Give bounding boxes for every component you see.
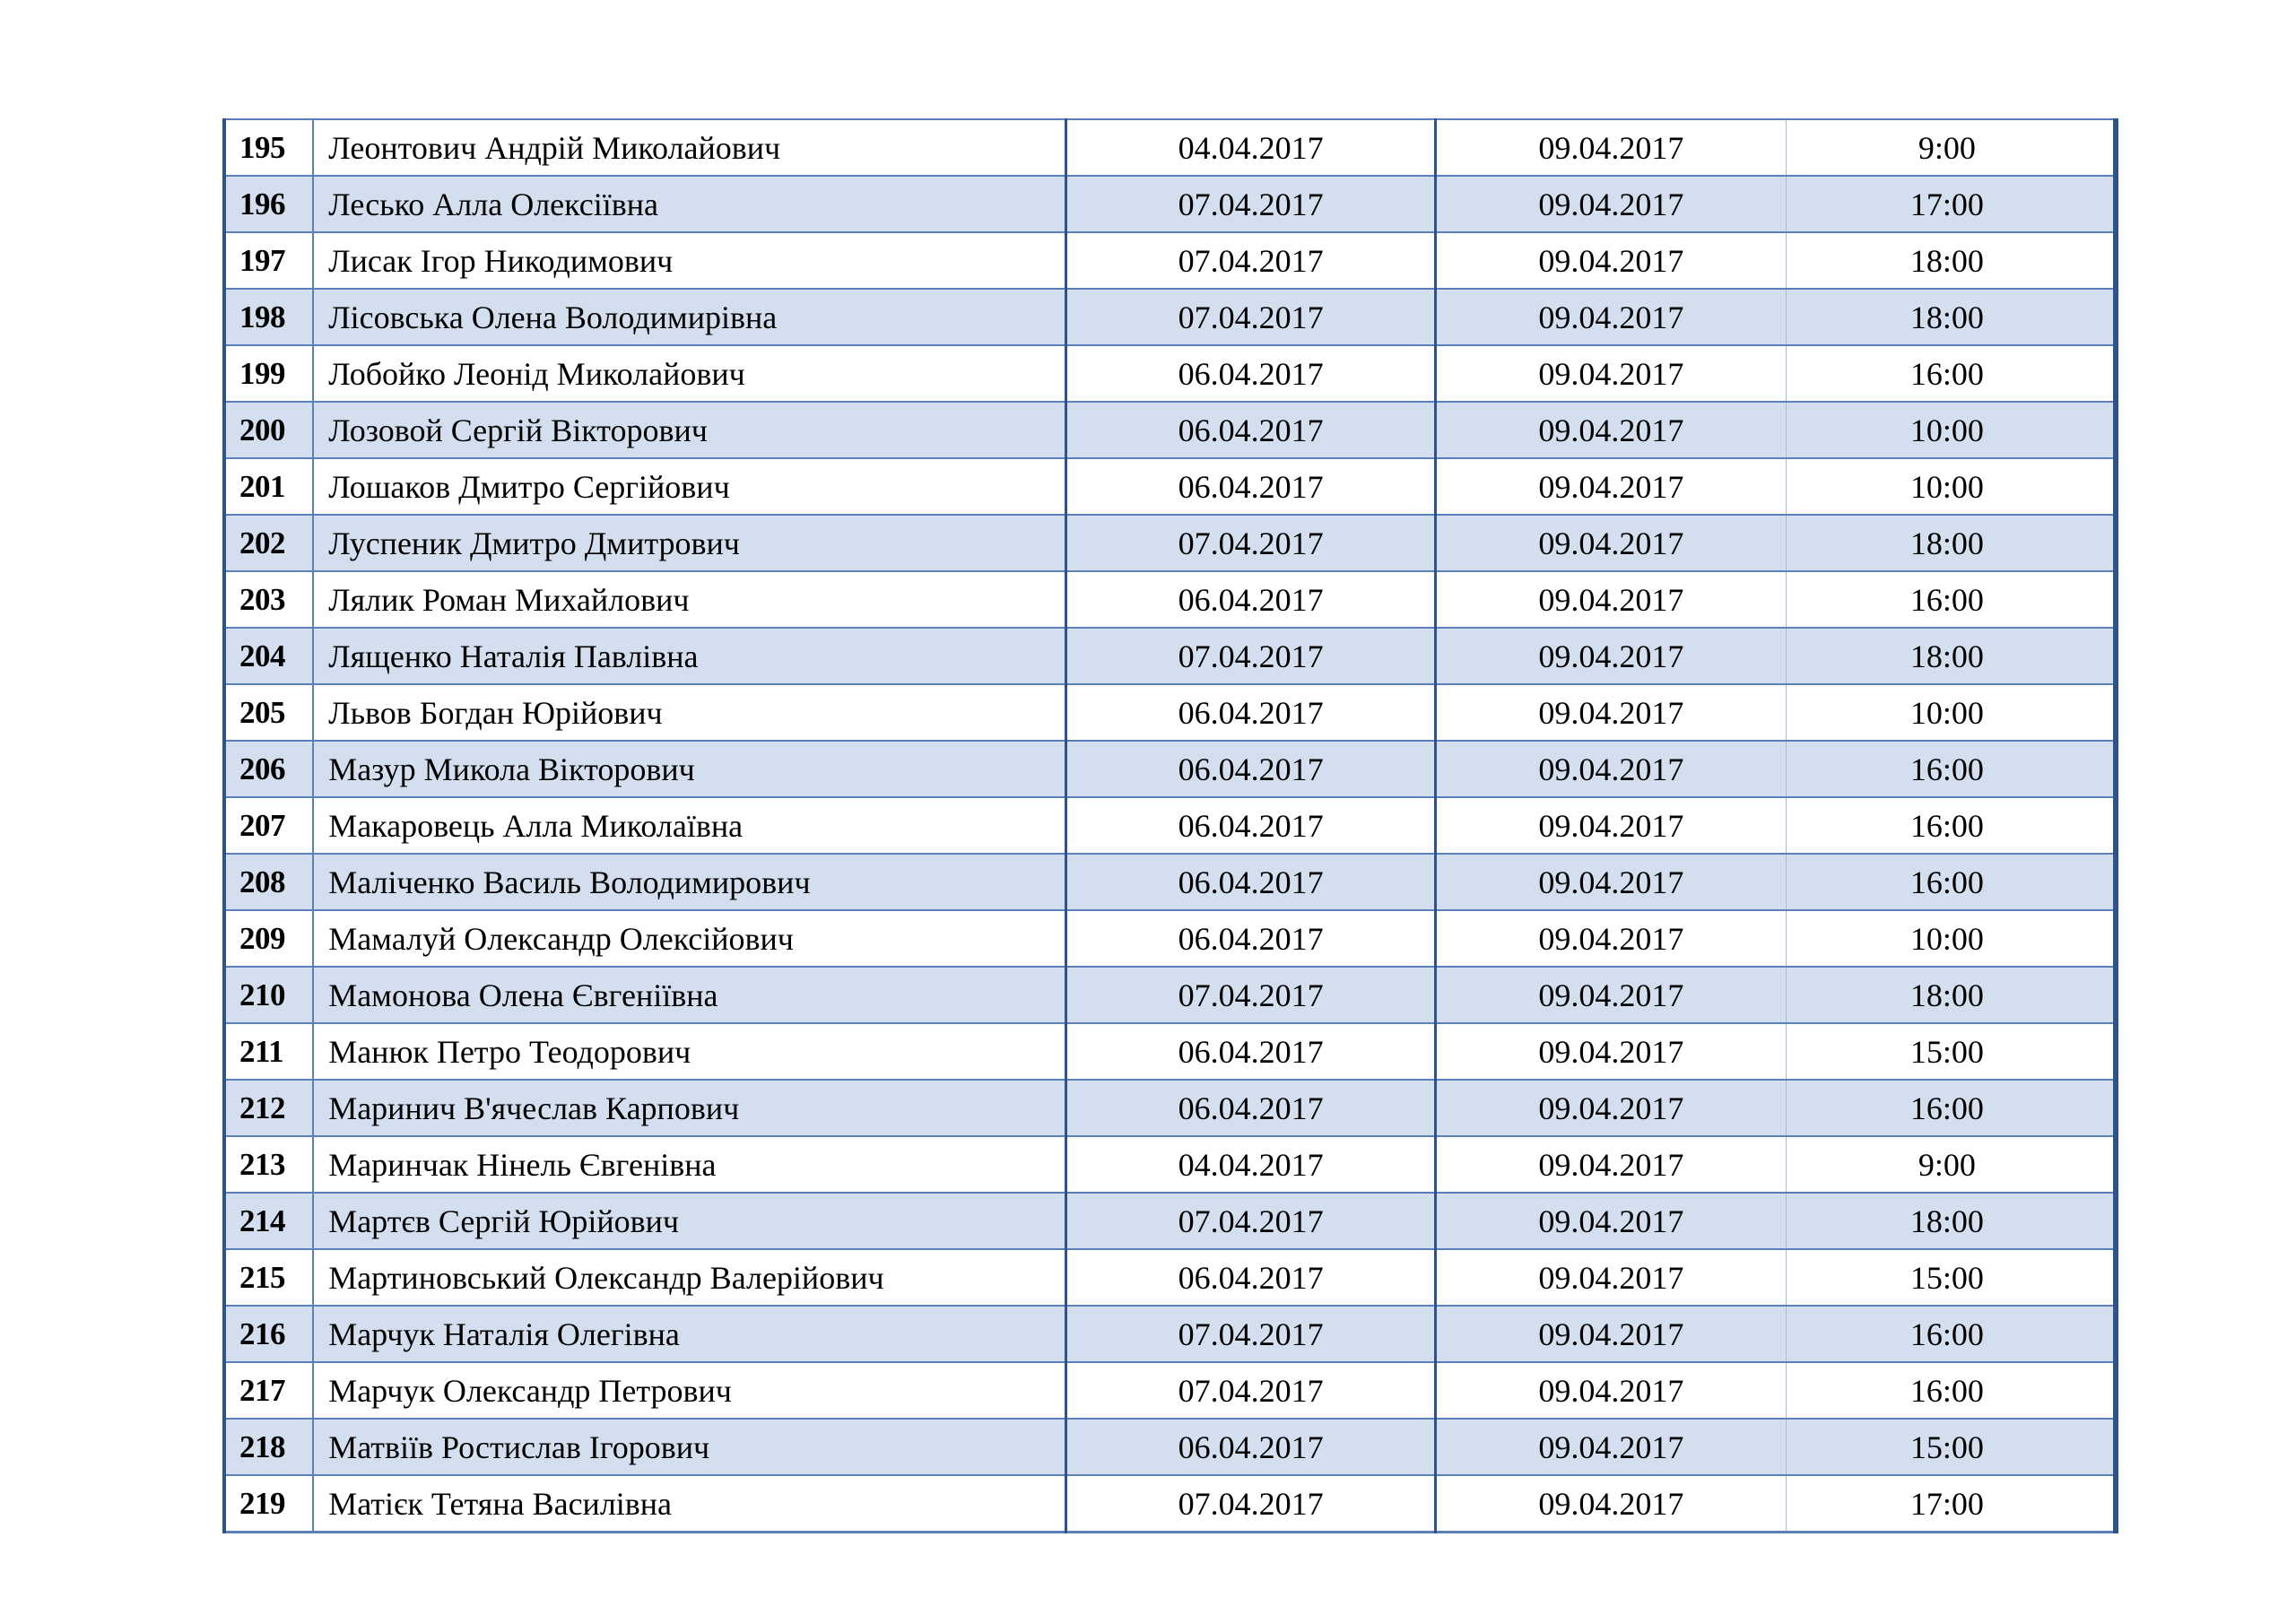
table-row [224, 289, 2116, 345]
submission-date: 06.04.2017 [1066, 402, 1436, 458]
person-name: Матвіїв Ростислав Ігорович [313, 1419, 1066, 1475]
table-row [224, 684, 2116, 741]
person-name: Марчук Олександр Петрович [313, 1362, 1066, 1419]
person-name: Макаровець Алла Миколаївна [313, 797, 1066, 854]
person-name: Лященко Наталія Павлівна [313, 628, 1066, 684]
person-name: Маринич В'ячеслав Карпович [313, 1080, 1066, 1136]
submission-date: 06.04.2017 [1066, 1419, 1436, 1475]
event-date: 09.04.2017 [1436, 1249, 1787, 1306]
table-row [224, 628, 2116, 684]
table-row [224, 515, 2116, 571]
table-row [224, 797, 2116, 854]
person-name: Луспеник Дмитро Дмитрович [313, 515, 1066, 571]
time-value: 16:00 [1786, 854, 2116, 910]
table-row [224, 458, 2116, 515]
event-date: 09.04.2017 [1436, 458, 1787, 515]
event-date: 09.04.2017 [1436, 1419, 1787, 1475]
submission-date: 06.04.2017 [1066, 797, 1436, 854]
row-number: 209 [224, 910, 313, 967]
person-name: Лобойко Леонід Миколайович [313, 345, 1066, 402]
submission-date: 07.04.2017 [1066, 967, 1436, 1023]
submission-date: 07.04.2017 [1066, 289, 1436, 345]
document-table [222, 118, 2118, 1533]
event-date: 09.04.2017 [1436, 1023, 1787, 1080]
submission-date: 07.04.2017 [1066, 515, 1436, 571]
event-date: 09.04.2017 [1436, 1306, 1787, 1362]
row-number: 214 [224, 1193, 313, 1249]
submission-date: 04.04.2017 [1066, 119, 1436, 176]
person-name: Львов Богдан Юрійович [313, 684, 1066, 741]
table-row [224, 854, 2116, 910]
time-value: 18:00 [1786, 289, 2116, 345]
person-name: Манюк Петро Теодорович [313, 1023, 1066, 1080]
submission-date: 06.04.2017 [1066, 458, 1436, 515]
time-value: 9:00 [1786, 119, 2116, 176]
time-value: 9:00 [1786, 1136, 2116, 1193]
person-name: Лисак Ігор Никодимович [313, 232, 1066, 289]
time-value: 10:00 [1786, 458, 2116, 515]
row-number: 195 [224, 119, 313, 176]
person-name: Матієк Тетяна Василівна [313, 1475, 1066, 1533]
time-value: 15:00 [1786, 1419, 2116, 1475]
table-row [224, 1362, 2116, 1419]
table-row [224, 232, 2116, 289]
row-number: 213 [224, 1136, 313, 1193]
submission-date: 07.04.2017 [1066, 1475, 1436, 1533]
event-date: 09.04.2017 [1436, 910, 1787, 967]
time-value: 16:00 [1786, 797, 2116, 854]
row-number: 210 [224, 967, 313, 1023]
table-row [224, 1136, 2116, 1193]
table-row [224, 119, 2116, 176]
time-value: 17:00 [1786, 1475, 2116, 1533]
row-number: 217 [224, 1362, 313, 1419]
event-date: 09.04.2017 [1436, 628, 1787, 684]
person-name: Мазур Микола Вікторович [313, 741, 1066, 797]
event-date: 09.04.2017 [1436, 797, 1787, 854]
row-number: 196 [224, 176, 313, 232]
person-name: Марчук Наталія Олегівна [313, 1306, 1066, 1362]
person-name: Лесько Алла Олексіївна [313, 176, 1066, 232]
time-value: 18:00 [1786, 628, 2116, 684]
person-name: Мамалуй Олександр Олексійович [313, 910, 1066, 967]
person-name: Лялик Роман Михайлович [313, 571, 1066, 628]
person-name: Лозовой Сергій Вікторович [313, 402, 1066, 458]
person-name: Мамонова Олена Євгеніївна [313, 967, 1066, 1023]
table-row [224, 1249, 2116, 1306]
table-row [224, 910, 2116, 967]
event-date: 09.04.2017 [1436, 967, 1787, 1023]
time-value: 10:00 [1786, 910, 2116, 967]
submission-date: 06.04.2017 [1066, 1023, 1436, 1080]
event-date: 09.04.2017 [1436, 345, 1787, 402]
event-date: 09.04.2017 [1436, 684, 1787, 741]
submission-date: 06.04.2017 [1066, 854, 1436, 910]
submission-date: 06.04.2017 [1066, 571, 1436, 628]
person-name: Лошаков Дмитро Сергійович [313, 458, 1066, 515]
row-number: 208 [224, 854, 313, 910]
time-value: 16:00 [1786, 741, 2116, 797]
time-value: 15:00 [1786, 1023, 2116, 1080]
submission-date: 06.04.2017 [1066, 741, 1436, 797]
table-row [224, 1475, 2116, 1533]
table-row [224, 571, 2116, 628]
table-row [224, 1419, 2116, 1475]
time-value: 16:00 [1786, 1362, 2116, 1419]
row-number: 199 [224, 345, 313, 402]
event-date: 09.04.2017 [1436, 1080, 1787, 1136]
time-value: 18:00 [1786, 515, 2116, 571]
event-date: 09.04.2017 [1436, 1136, 1787, 1193]
time-value: 16:00 [1786, 1080, 2116, 1136]
submission-date: 07.04.2017 [1066, 1362, 1436, 1419]
event-date: 09.04.2017 [1436, 515, 1787, 571]
person-name: Мартиновський Олександр Валерійович [313, 1249, 1066, 1306]
submission-date: 06.04.2017 [1066, 1249, 1436, 1306]
time-value: 10:00 [1786, 402, 2116, 458]
table-row [224, 967, 2116, 1023]
person-name: Лісовська Олена Володимирівна [313, 289, 1066, 345]
person-name: Мартєв Сергій Юрійович [313, 1193, 1066, 1249]
table-row [224, 1306, 2116, 1362]
time-value: 16:00 [1786, 571, 2116, 628]
time-value: 17:00 [1786, 176, 2116, 232]
submission-date: 07.04.2017 [1066, 628, 1436, 684]
person-name: Леонтович Андрій Миколайович [313, 119, 1066, 176]
event-date: 09.04.2017 [1436, 854, 1787, 910]
row-number: 198 [224, 289, 313, 345]
row-number: 215 [224, 1249, 313, 1306]
submission-date: 06.04.2017 [1066, 345, 1436, 402]
time-value: 16:00 [1786, 1306, 2116, 1362]
submission-date: 04.04.2017 [1066, 1136, 1436, 1193]
row-number: 216 [224, 1306, 313, 1362]
table-row [224, 345, 2116, 402]
table-row [224, 176, 2116, 232]
row-number: 211 [224, 1023, 313, 1080]
event-date: 09.04.2017 [1436, 1475, 1787, 1533]
person-name: Маліченко Василь Володимирович [313, 854, 1066, 910]
table-row [224, 402, 2116, 458]
event-date: 09.04.2017 [1436, 1362, 1787, 1419]
row-number: 201 [224, 458, 313, 515]
row-number: 197 [224, 232, 313, 289]
time-value: 15:00 [1786, 1249, 2116, 1306]
event-date: 09.04.2017 [1436, 232, 1787, 289]
table-body [224, 119, 2116, 1533]
event-date: 09.04.2017 [1436, 119, 1787, 176]
row-number: 218 [224, 1419, 313, 1475]
time-value: 16:00 [1786, 345, 2116, 402]
row-number: 212 [224, 1080, 313, 1136]
submission-date: 07.04.2017 [1066, 176, 1436, 232]
event-date: 09.04.2017 [1436, 289, 1787, 345]
submission-date: 06.04.2017 [1066, 684, 1436, 741]
event-date: 09.04.2017 [1436, 176, 1787, 232]
time-value: 18:00 [1786, 232, 2116, 289]
event-date: 09.04.2017 [1436, 1193, 1787, 1249]
row-number: 204 [224, 628, 313, 684]
time-value: 10:00 [1786, 684, 2116, 741]
submission-date: 07.04.2017 [1066, 1306, 1436, 1362]
person-name: Маринчак Нінель Євгенівна [313, 1136, 1066, 1193]
submission-date: 07.04.2017 [1066, 1193, 1436, 1249]
row-number: 206 [224, 741, 313, 797]
event-date: 09.04.2017 [1436, 402, 1787, 458]
event-date: 09.04.2017 [1436, 741, 1787, 797]
submission-date: 07.04.2017 [1066, 232, 1436, 289]
submission-date: 06.04.2017 [1066, 910, 1436, 967]
row-number: 203 [224, 571, 313, 628]
row-number: 207 [224, 797, 313, 854]
submission-date: 06.04.2017 [1066, 1080, 1436, 1136]
row-number: 200 [224, 402, 313, 458]
table-row [224, 1080, 2116, 1136]
row-number: 202 [224, 515, 313, 571]
time-value: 18:00 [1786, 1193, 2116, 1249]
event-date: 09.04.2017 [1436, 571, 1787, 628]
table-row [224, 1193, 2116, 1249]
time-value: 18:00 [1786, 967, 2116, 1023]
row-number: 219 [224, 1475, 313, 1533]
row-number: 205 [224, 684, 313, 741]
table-row [224, 741, 2116, 797]
table-row [224, 1023, 2116, 1080]
